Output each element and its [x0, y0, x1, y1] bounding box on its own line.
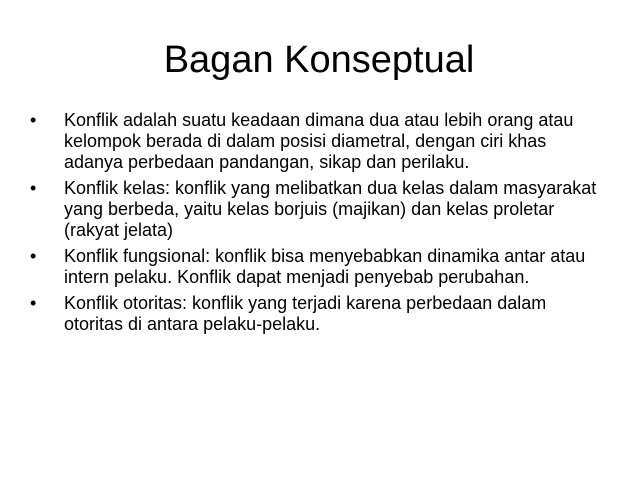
bullet-text: Konflik otoritas: konflik yang terjadi karena perbedaan dalam otoritas di antara pelaku-pelaku.	[64, 293, 547, 334]
bullet-text: Konflik kelas: konflik yang melibatkan dua kelas dalam masyarakat yang berbeda, yaitu kelas borjuis (majikan) dan kelas proletar (rakyat jelata)	[64, 178, 597, 240]
bullet-icon: •	[30, 178, 37, 198]
bullet-list	[30, 110, 610, 340]
bullet-item-konflik-kelas	[30, 178, 610, 241]
bullet-item-konflik-otoritas	[30, 293, 610, 335]
bullet-icon: •	[30, 110, 37, 130]
slide-title: Bagan Konseptual	[163, 39, 475, 81]
bullet-icon: •	[30, 246, 37, 266]
bullet-text: Konflik adalah suatu keadaan dimana dua atau lebih orang atau kelompok berada di dalam posisi diametral, dengan ciri khas adanya perbedaan pandangan, sikap dan perilaku.	[64, 110, 574, 172]
bullet-icon: •	[30, 293, 37, 313]
bullet-item-konflik-fungsional	[30, 246, 610, 288]
bullet-item-konflik-definition	[30, 110, 610, 173]
bullet-text: Konflik fungsional: konflik bisa menyebabkan dinamika antar atau intern pelaku. Konflik dapat menjadi penyebab perubahan.	[64, 246, 586, 287]
